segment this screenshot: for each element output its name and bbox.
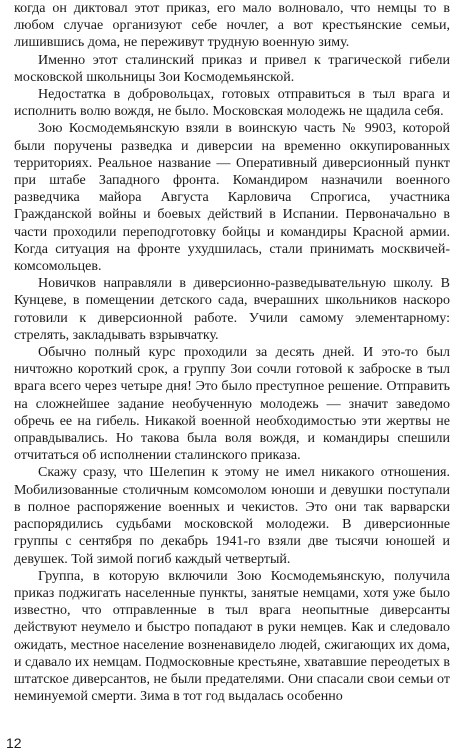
page-number: 12 xyxy=(6,735,22,751)
paragraph-8: Группа, в которую включили Зою Космодемьянскую, получила приказ поджигать населенные пункты, занятые немцами, хотя уже было известно, что отправленные в тыл врага неопытные диверсанты действуют неумело и быстро попадают в руки немцев. Как и следовало ожидать, местное население возненавидело людей, сжигающих их дома, и сдавало их немцам. Подмосковные крестьяне, хватавшие переодетых в штатское диверсантов, не были предателями. Они спасали свои семьи от неминуемой смерти. Зима в тот год выдалась особенно xyxy=(14,568,450,705)
paragraph-5: Новичков направляли в диверсионно-разведывательную школу. В Кунцеве, в помещении детского сада, вчерашних школьников наскоро готовили к диверсионной работе. Учили самому элементарному: стрелять, закладывать взрывчатку. xyxy=(14,276,450,343)
paragraph-1: когда он диктовал этот приказ, его мало волновало, что немцы то в любом случае организуют себе ночлег, а вот крестьянские семьи, лишившись дома, не переживут трудную военную зиму. xyxy=(14,1,450,51)
paragraph-4: Зою Космодемьянскую взяли в воинскую часть № 9903, которой были поручены разведка и диверсии на временно оккупированных территориях. Реальное название — Оперативный диверсионный пункт при штабе Западного фронта. Командиром назначили военного разведчика майора Августа Карловича Спрогиса, участника Гражданской войны и боевых действий в Испании. Первоначально в части проходили переподготовку бойцы и командиры Красной армии. Когда ситуация на фронте ухудшилась, стали принимать москвичей-комсомольцев. xyxy=(14,121,450,275)
paragraph-2: Именно этот сталинский приказ и привел к трагической гибели московской школьницы Зои Космодемьянской. xyxy=(14,52,450,85)
paragraph-3: Недостатка в добровольцах, готовых отправиться в тыл врага и исполнить волю вождя, не было. Московская молодежь не щадила себя. xyxy=(14,87,450,120)
paragraph-6: Обычно полный курс проходили за десять дней. И это-то был ничтожно короткий срок, а группу Зои сочли готовой к заброске в тыл врага всего через четыре дня! Это было преступное решение. Отправить на сложнейшее задание необученную молодежь — значит заведомо обречь ее на гибель. Никакой военной необходимостью эти жертвы не оправдывались. Но такова была воля вождя, и командиры спешили отчитаться об исполнении сталинского приказа. xyxy=(14,345,450,464)
paragraph-7: Скажу сразу, что Шелепин к этому не имел никакого отношения. Мобилизованные столичным комсомолом юноши и девушки поступали в полное распоряжение военных и чекистов. Это они так варварски распорядились судьбами московской молодежи. В диверсионные группы с сентября по декабрь 1941-го взяли две тысячи юношей и девушек. Той зимой погиб каждый четвертый. xyxy=(14,465,450,567)
book-page xyxy=(14,0,450,736)
